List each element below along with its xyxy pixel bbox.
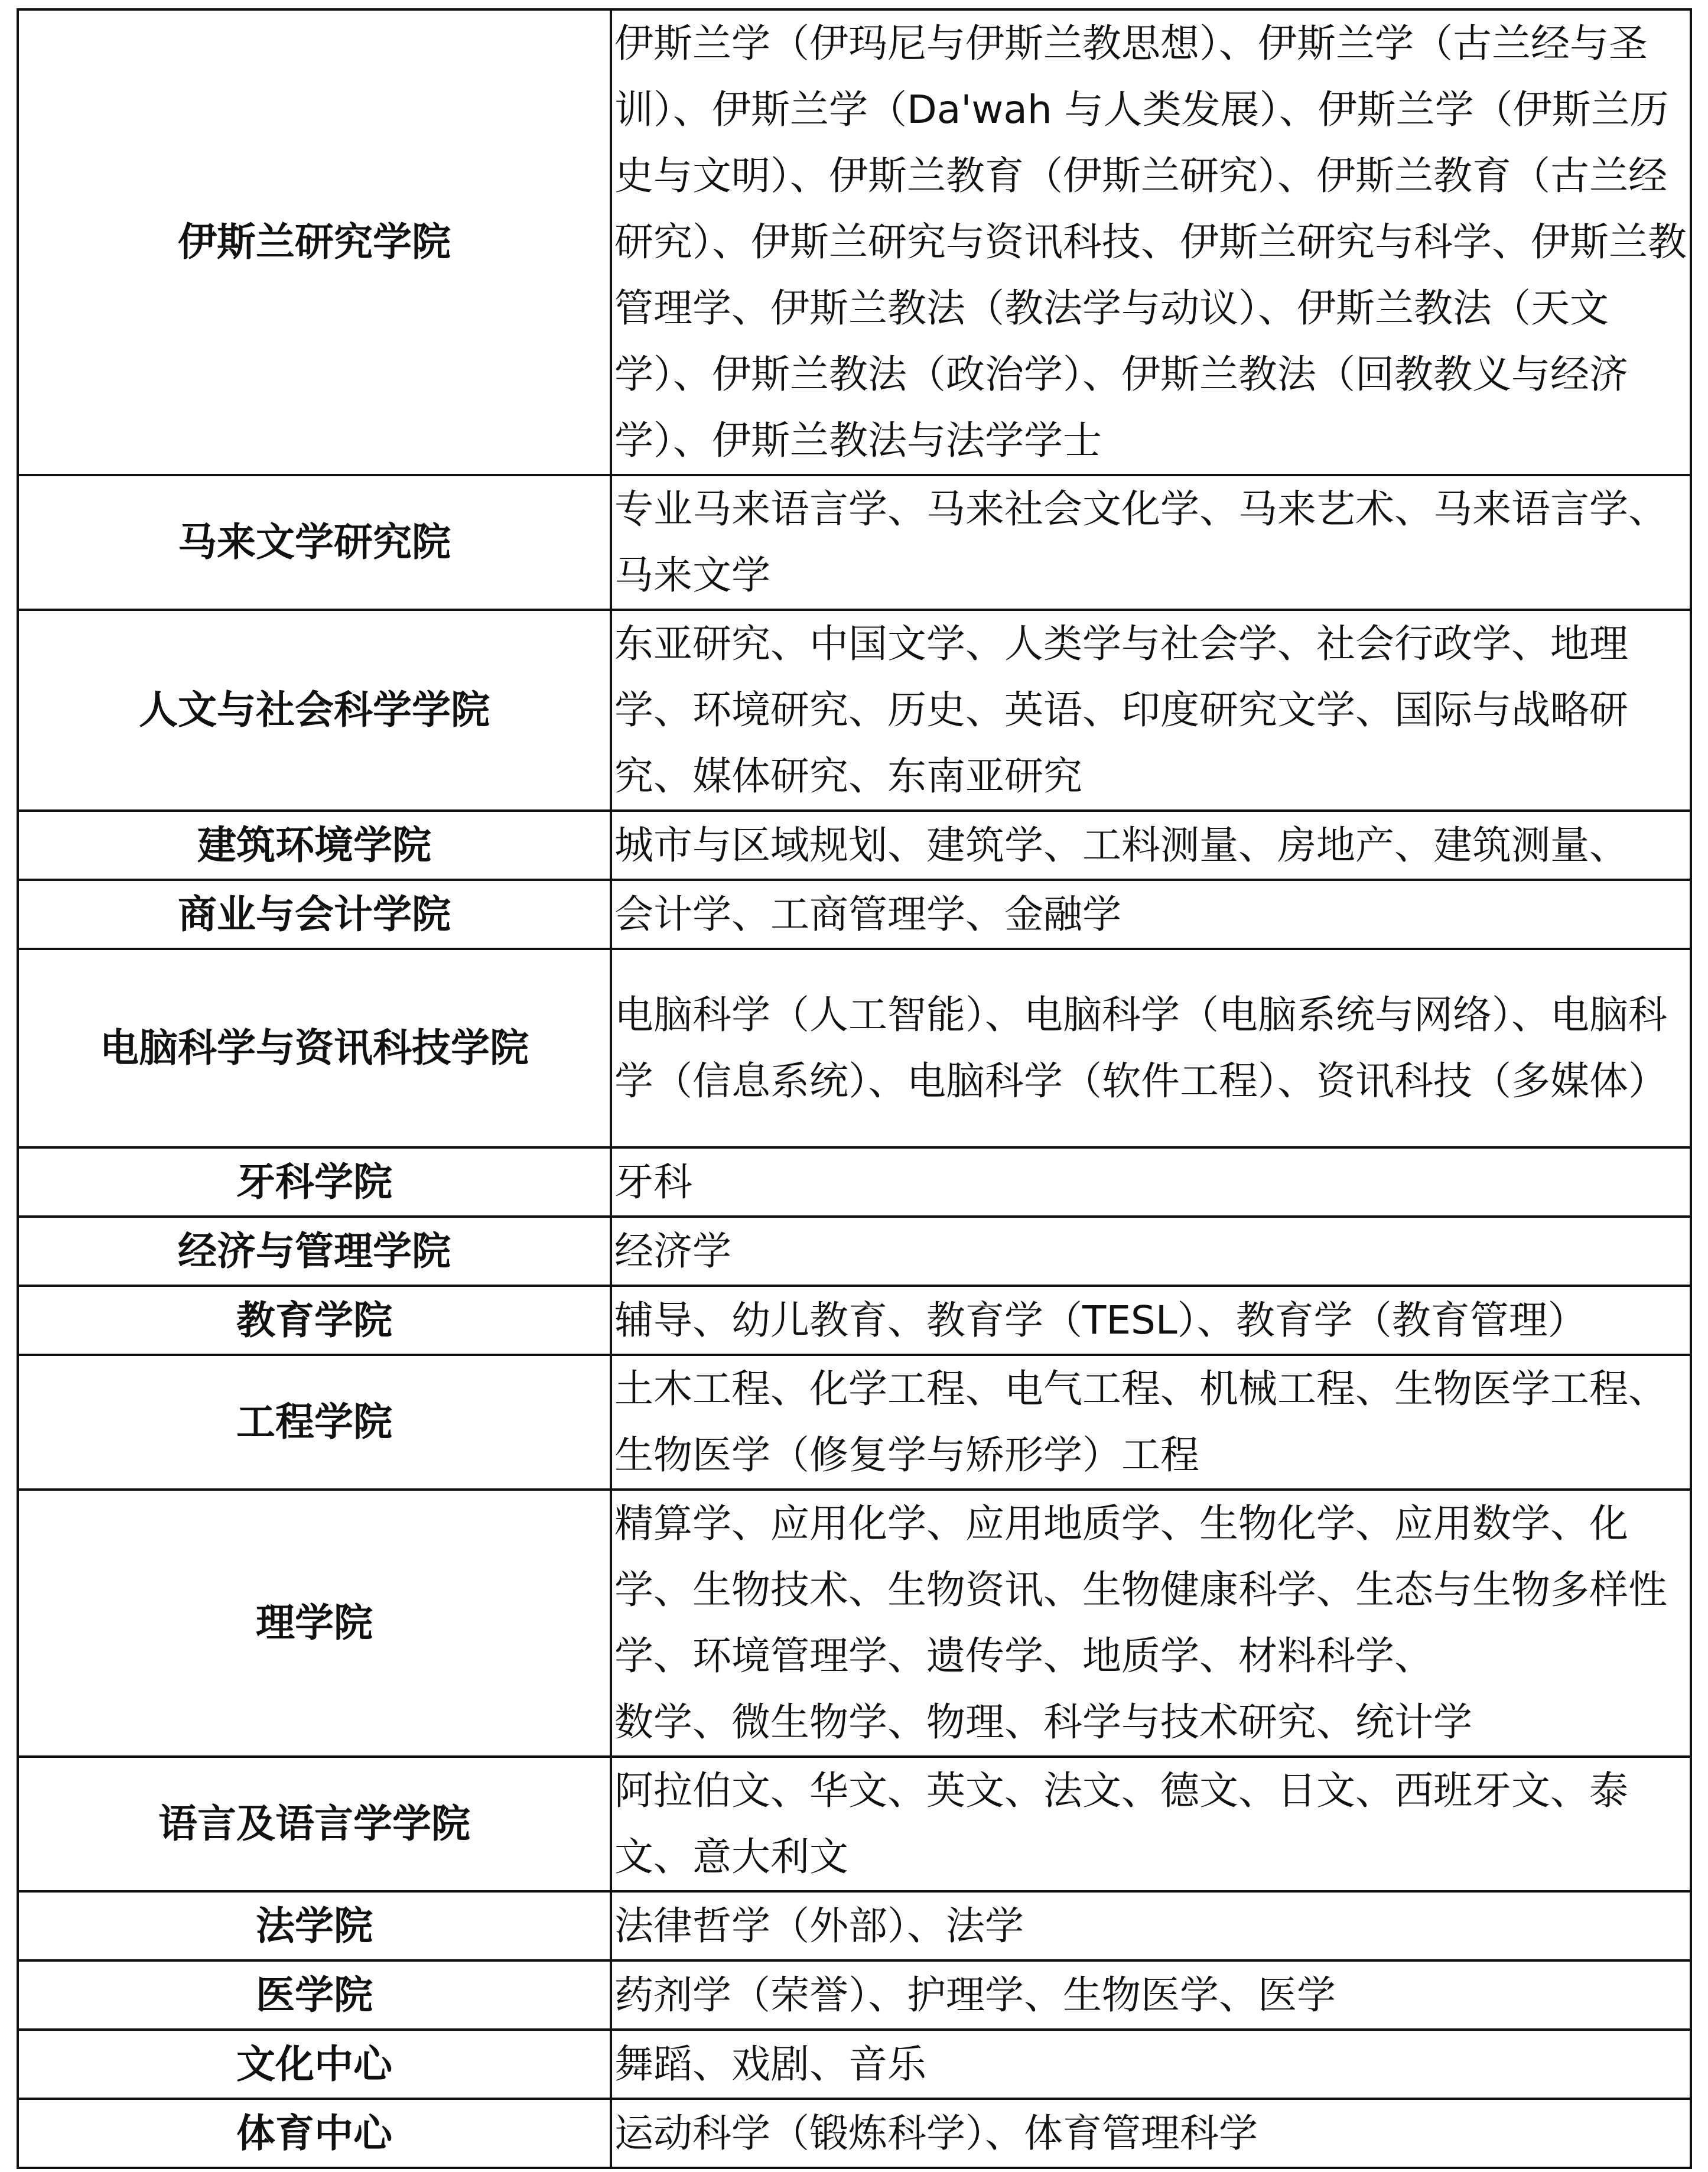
- faculty-name-cell: 文化中心: [18, 2030, 611, 2099]
- table-row: [18, 1217, 1691, 1286]
- table-row: [18, 2030, 1691, 2099]
- programme-list-cell: 法律哲学（外部）、法学: [611, 1891, 1691, 1960]
- programme-list-cell: 东亚研究、中国文学、人类学与社会学、社会行政学、地理学、环境研究、历史、英语、印度研究文学、国际与战略研究、媒体研究、东南亚研究: [611, 610, 1691, 811]
- programme-list-cell: 精算学、应用化学、应用地质学、生物化学、应用数学、化学、生物技术、生物资讯、生物健康科学、生态与生物多样性学、环境管理学、遗传学、地质学、材料科学、 数学、微生物学、物理、科学与技术研究、统计学: [611, 1490, 1691, 1757]
- table-row: [18, 610, 1691, 811]
- table-row: [18, 1490, 1691, 1757]
- table-row: [18, 1757, 1691, 1891]
- faculty-programme-table: [17, 8, 1692, 2169]
- programme-list-cell: 经济学: [611, 1217, 1691, 1286]
- programme-list-cell: 土木工程、化学工程、电气工程、机械工程、生物医学工程、生物医学（修复学与矫形学）工程: [611, 1355, 1691, 1490]
- faculty-name-cell: 商业与会计学院: [18, 880, 611, 949]
- table-row: [18, 1960, 1691, 2030]
- document-page: [17, 8, 1690, 2159]
- programme-list-cell: 专业马来语言学、马来社会文化学、马来艺术、马来语言学、马来文学: [611, 475, 1691, 610]
- faculty-name-cell: 人文与社会科学学院: [18, 610, 611, 811]
- faculty-name-cell: 牙科学院: [18, 1147, 611, 1217]
- table-row: [18, 9, 1691, 475]
- faculty-name-cell: 理学院: [18, 1490, 611, 1757]
- faculty-name-cell: 电脑科学与资讯科技学院: [18, 949, 611, 1147]
- programme-list-cell: 城市与区域规划、建筑学、工料测量、房地产、建筑测量、: [611, 811, 1691, 880]
- faculty-name-cell: 医学院: [18, 1960, 611, 2030]
- faculty-name-cell: 建筑环境学院: [18, 811, 611, 880]
- table-row: [18, 1286, 1691, 1355]
- faculty-name-cell: 工程学院: [18, 1355, 611, 1490]
- faculty-name-cell: 语言及语言学学院: [18, 1757, 611, 1891]
- programme-list-cell: 药剂学（荣誉）、护理学、生物医学、医学: [611, 1960, 1691, 2030]
- table-row: [18, 475, 1691, 610]
- programme-list-cell: 舞蹈、戏剧、音乐: [611, 2030, 1691, 2099]
- table-row: [18, 880, 1691, 949]
- table-row: [18, 1891, 1691, 1960]
- programme-list-cell: 会计学、工商管理学、金融学: [611, 880, 1691, 949]
- faculty-name-cell: 马来文学研究院: [18, 475, 611, 610]
- programme-list-cell: 辅导、幼儿教育、教育学（TESL）、教育学（教育管理）: [611, 1286, 1691, 1355]
- table-row: [18, 811, 1691, 880]
- faculty-name-cell: 教育学院: [18, 1286, 611, 1355]
- table-row: [18, 2099, 1691, 2168]
- faculty-name-cell: 伊斯兰研究学院: [18, 9, 611, 475]
- programme-list-cell: 阿拉伯文、华文、英文、法文、德文、日文、西班牙文、泰文、意大利文: [611, 1757, 1691, 1891]
- programme-list-cell: 牙科: [611, 1147, 1691, 1217]
- faculty-name-cell: 体育中心: [18, 2099, 611, 2168]
- faculty-name-cell: 法学院: [18, 1891, 611, 1960]
- programme-list-cell: 电脑科学（人工智能）、电脑科学（电脑系统与网络）、电脑科学（信息系统）、电脑科学（软件工程）、资讯科技（多媒体）: [611, 949, 1691, 1147]
- table-row: [18, 1147, 1691, 1217]
- programme-list-cell: 伊斯兰学（伊玛尼与伊斯兰教思想）、伊斯兰学（古兰经与圣训）、伊斯兰学（Da'wah 与人类发展）、伊斯兰学（伊斯兰历史与文明）、伊斯兰教育（伊斯兰研究）、伊斯兰教育（古兰经研究）、伊斯兰研究与资讯科技、伊斯兰研究与科学、伊斯兰教管理学、伊斯兰教法（教法学与动议）、伊斯兰教法（天文学）、伊斯兰教法（政治学）、伊斯兰教法（回教教义与经济学）、伊斯兰教法与法学学士: [611, 9, 1691, 475]
- programme-list-cell: 运动科学（锻炼科学）、体育管理科学: [611, 2099, 1691, 2168]
- faculty-name-cell: 经济与管理学院: [18, 1217, 611, 1286]
- table-row: [18, 949, 1691, 1147]
- table-row: [18, 1355, 1691, 1490]
